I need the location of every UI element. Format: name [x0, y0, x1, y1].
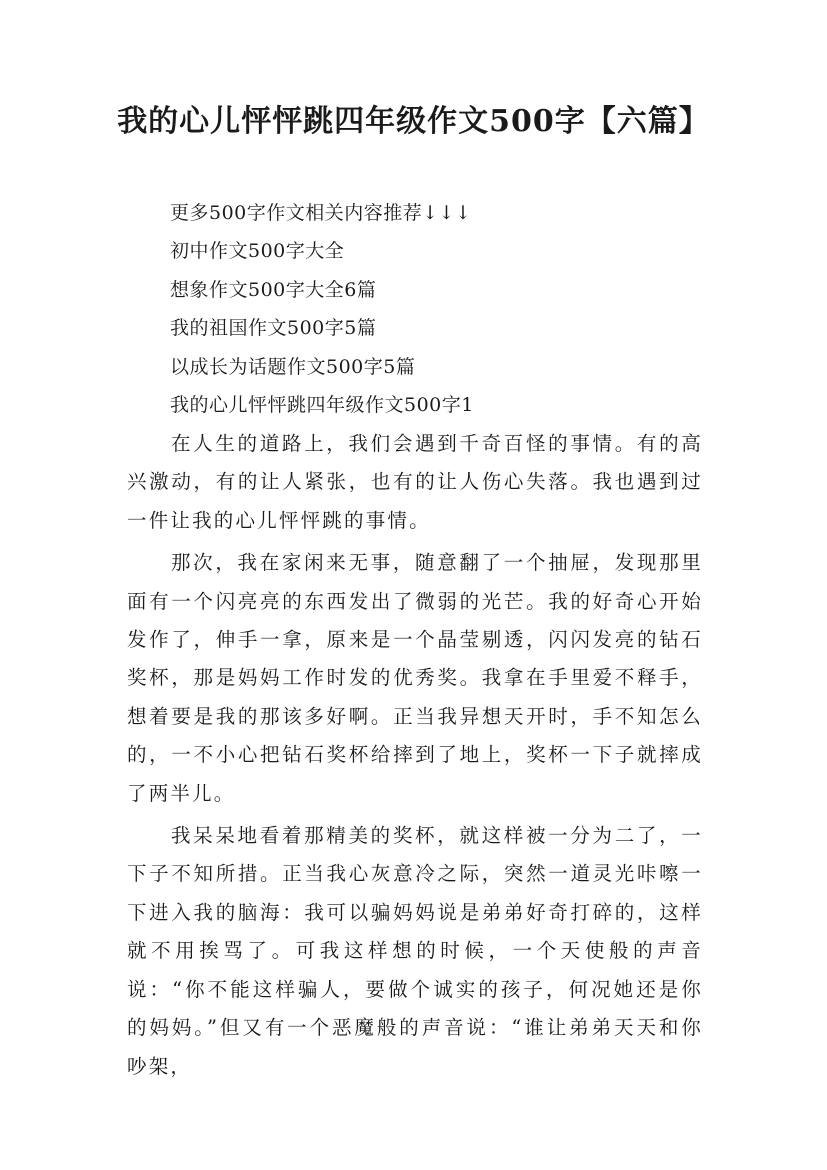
essay-paragraph: 那次，我在家闲来无事，随意翻了一个抽屉，发现那里面有一个闪亮亮的东西发出了微弱的光芒。我的好奇心开始发作了，伸手一拿，原来是一个晶莹剔透，闪闪发亮的钻石奖杯，那是妈妈工作时发的优秀奖。我拿在手里爱不释手，想着要是我的那该多好啊。正当我异想天开时，手不知怎么的，一不小心把钻石奖杯给摔到了地上，奖杯一下子就摔成了两半儿。 [127, 551, 703, 805]
essay-paragraph: 我呆呆地看着那精美的奖杯，就这样被一分为二了，一下子不知所措。正当我心灰意冷之际，突然一道灵光咔嚓一下进入我的脑海：我可以骗妈妈说是弟弟好奇打碎的，这样就不用挨骂了。可我这样想的时候，一个天使般的声音说：“你不能这样骗人，要做个诚实的孩子，何况她还是你的妈妈。”但又有一个恶魔般的声音说：“谁让弟弟天天和你吵架， [127, 824, 703, 1078]
essay-paragraph: 在人生的道路上，我们会遇到千奇百怪的事情。有的高兴激动，有的让人紧张，也有的让人伤心失落。我也遇到过一件让我的心儿怦怦跳的事情。 [127, 432, 703, 532]
document-title: 我的心儿怦怦跳四年级作文500字【六篇】 [117, 104, 710, 139]
recommend-link[interactable]: 初中作文500字大全 [170, 240, 345, 263]
recommend-link[interactable]: 以成长为话题作文500字5篇 [170, 355, 416, 378]
essay-body [127, 425, 703, 1090]
recommend-link[interactable]: 我的祖国作文500字5篇 [170, 317, 377, 340]
recommend-header: 更多500字作文相关内容推荐↓↓↓ [170, 202, 472, 224]
recommend-link[interactable]: 想象作文500字大全6篇 [170, 278, 377, 301]
section-heading: 我的心儿怦怦跳四年级作文500字1 [170, 393, 474, 416]
recommend-list [170, 194, 730, 424]
